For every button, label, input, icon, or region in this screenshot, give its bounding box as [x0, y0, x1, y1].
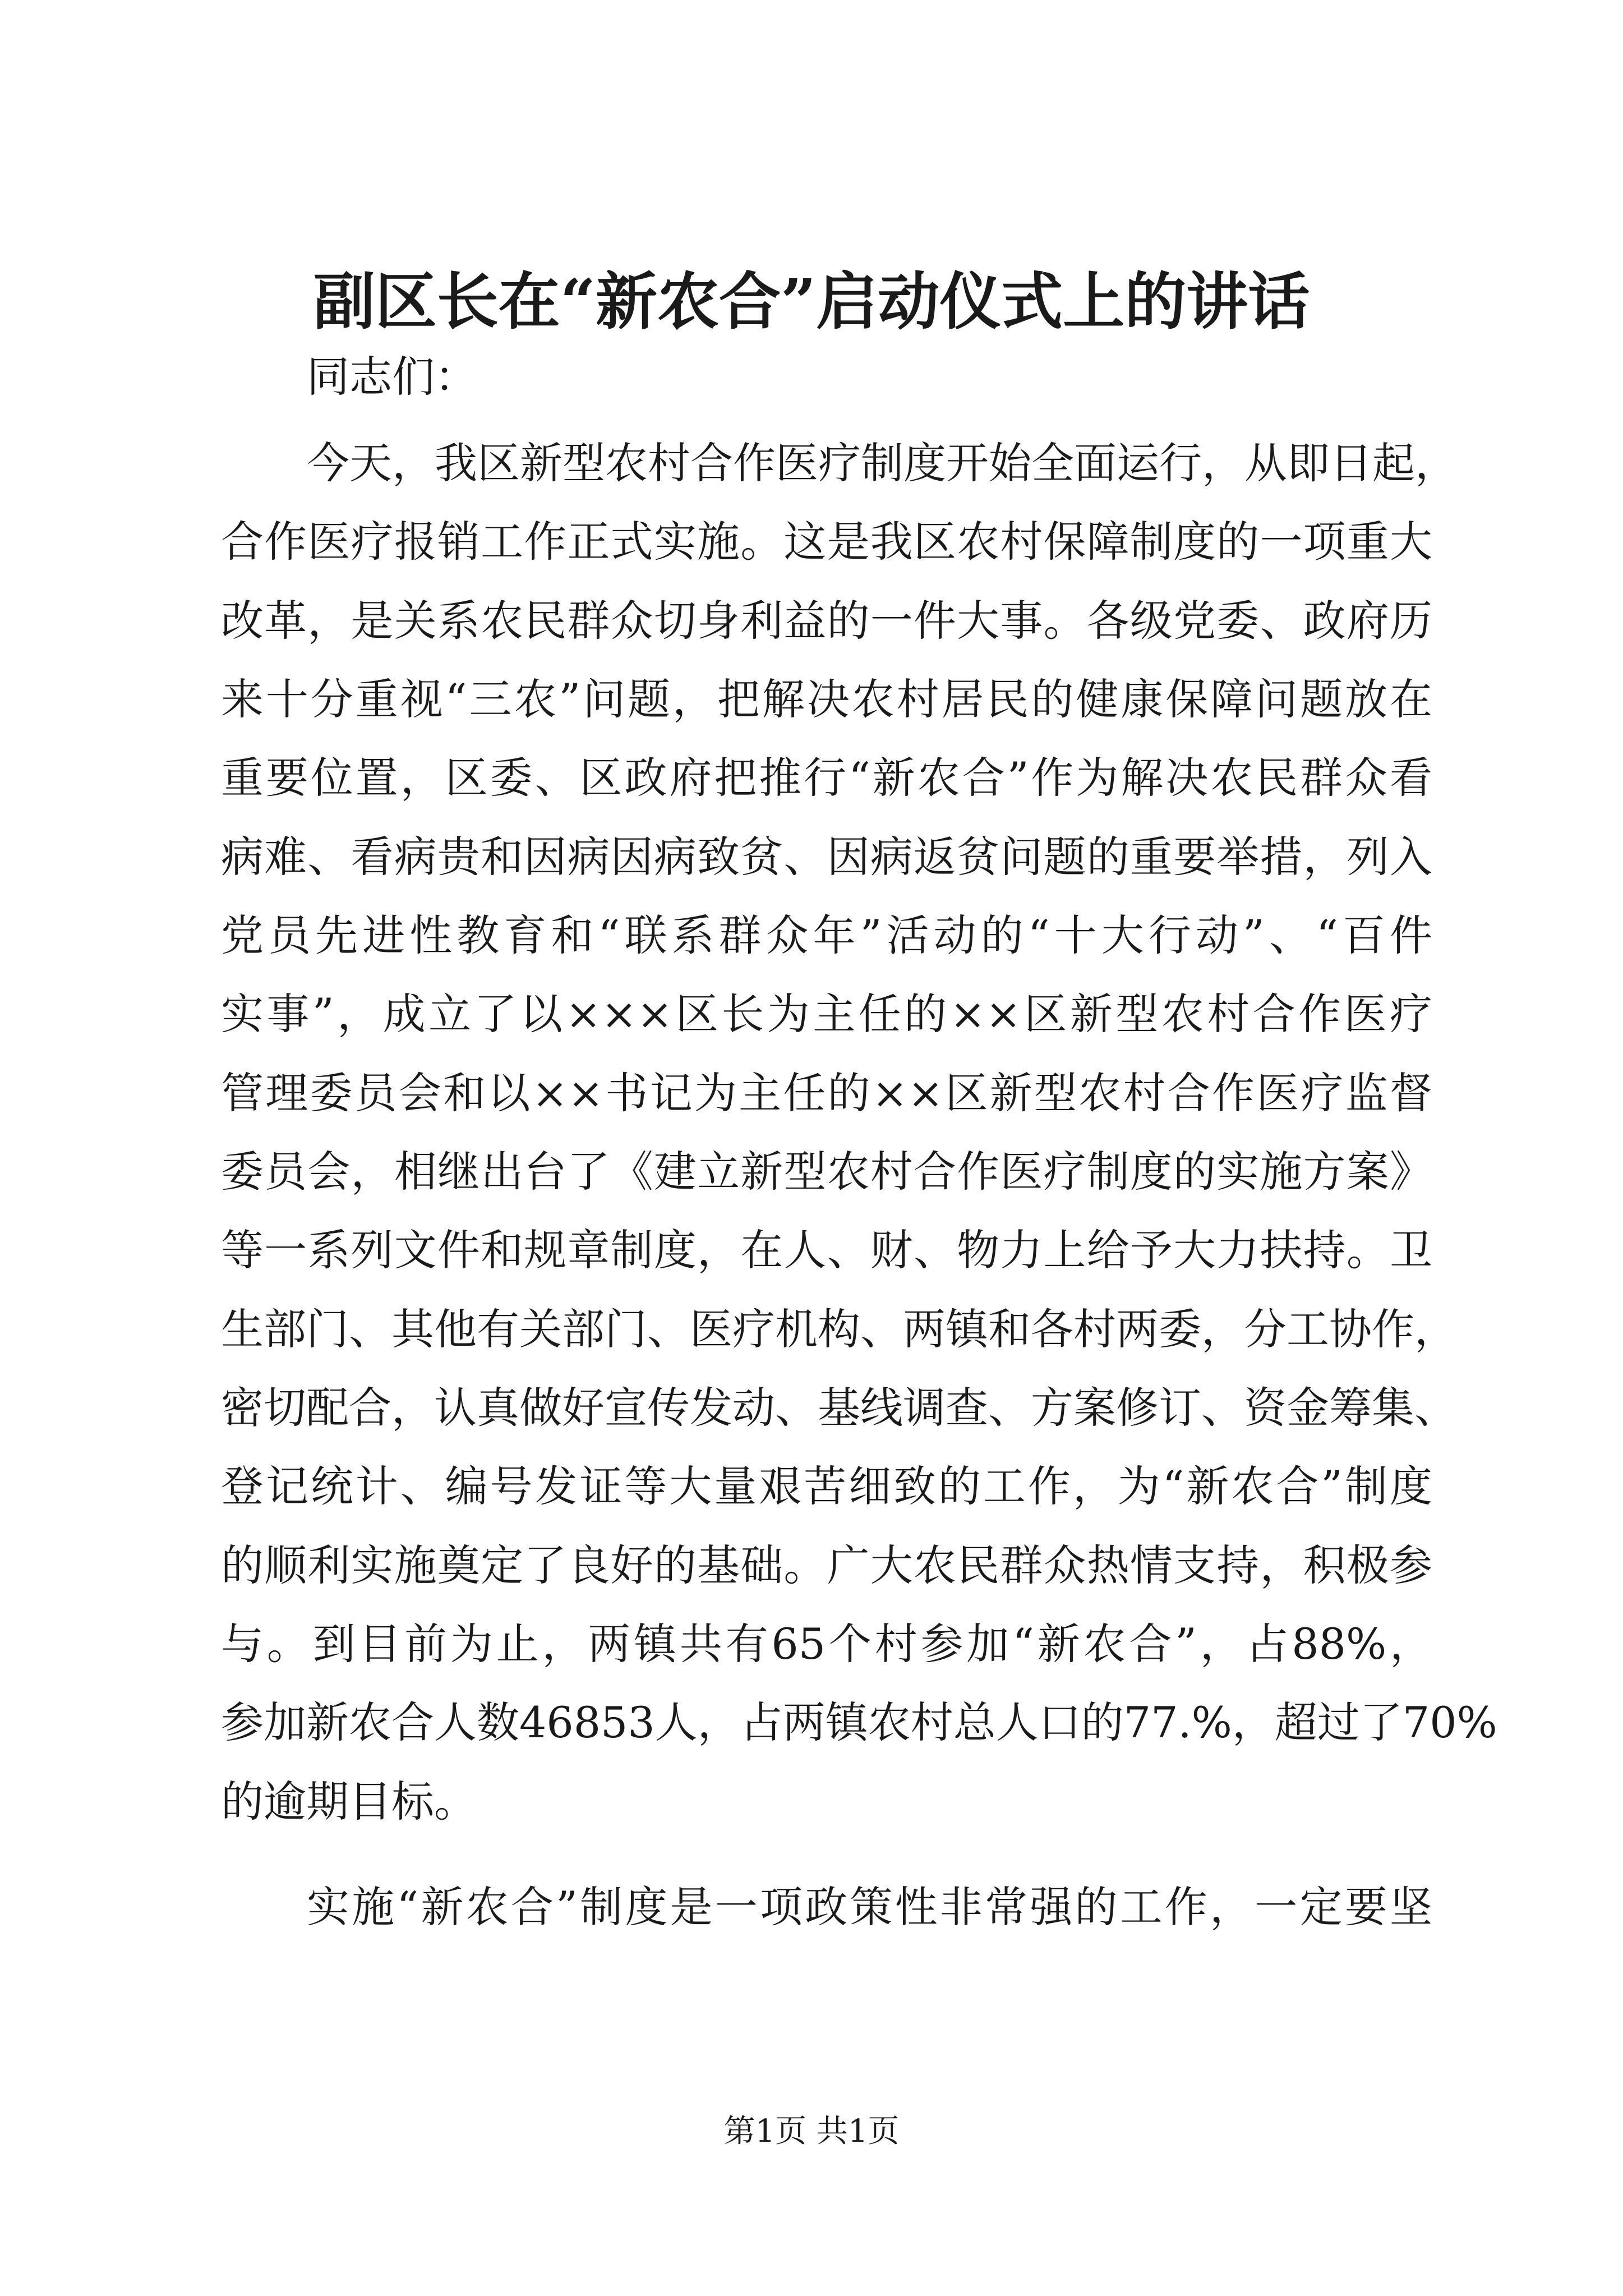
paragraph-1-line-14: 登记统计、编号发证等大量艰苦细致的工作，为“新农合”制度 — [221, 1461, 1432, 1511]
paragraph-1-line-18: 的逾期目标。 — [221, 1777, 477, 1826]
paragraph-1-line-5: 重要位置，区委、区政府把推行“新农合”作为解决农民群众看 — [221, 753, 1432, 803]
salutation: 同志们： — [307, 352, 477, 402]
page-number-footer: 第1页 共1页 — [723, 2113, 900, 2150]
paragraph-1-line-6: 病难、看病贵和因病因病致贫、因病返贫问题的重要举措，列入 — [221, 832, 1432, 882]
paragraph-1-line-11: 等一系列文件和规章制度，在人、财、物力上给予大力扶持。卫 — [221, 1225, 1432, 1275]
paragraph-1-line-9: 管理委员会和以××书记为主任的××区新型农村合作医疗监督 — [221, 1068, 1432, 1118]
paragraph-1-line-7: 党员先进性教育和“联系群众年”活动的“十大行动”、“百件 — [221, 910, 1432, 960]
paragraph-1-line-10: 委员会，相继出台了《建立新型农村合作医疗制度的实施方案》 — [221, 1147, 1432, 1197]
paragraph-1-line-15: 的顺利实施奠定了良好的基础。广大农民群众热情支持，积极参 — [221, 1540, 1432, 1590]
paragraph-2-line-1: 实施“新农合”制度是一项政策性非常强的工作，一定要坚 — [307, 1882, 1432, 1932]
document-title: 副区长在“新农合”启动仪式上的讲话 — [313, 265, 1310, 338]
paragraph-1-line-16: 与。到目前为止，两镇共有65个村参加“新农合”，占88%， — [221, 1619, 1432, 1669]
paragraph-1-line-4: 来十分重视“三农”问题，把解决农村居民的健康保障问题放在 — [221, 674, 1432, 724]
paragraph-1-line-8: 实事”，成立了以×××区长为主任的××区新型农村合作医疗 — [221, 989, 1432, 1039]
paragraph-1-line-1: 今天，我区新型农村合作医疗制度开始全面运行，从即日起， — [307, 438, 1458, 488]
paragraph-1-line-12: 生部门、其他有关部门、医疗机构、两镇和各村两委，分工协作， — [221, 1304, 1457, 1354]
paragraph-1-line-3: 改革，是关系农民群众切身利益的一件大事。各级党委、政府历 — [221, 596, 1432, 646]
paragraph-1-line-13: 密切配合，认真做好宣传发动、基线调查、方案修订、资金筹集、 — [221, 1383, 1457, 1433]
paragraph-1-line-2: 合作医疗报销工作正式实施。这是我区农村保障制度的一项重大 — [221, 517, 1432, 567]
paragraph-1-line-17: 参加新农合人数46853人，占两镇农村总人口的77.%，超过了70% — [221, 1697, 1497, 1747]
